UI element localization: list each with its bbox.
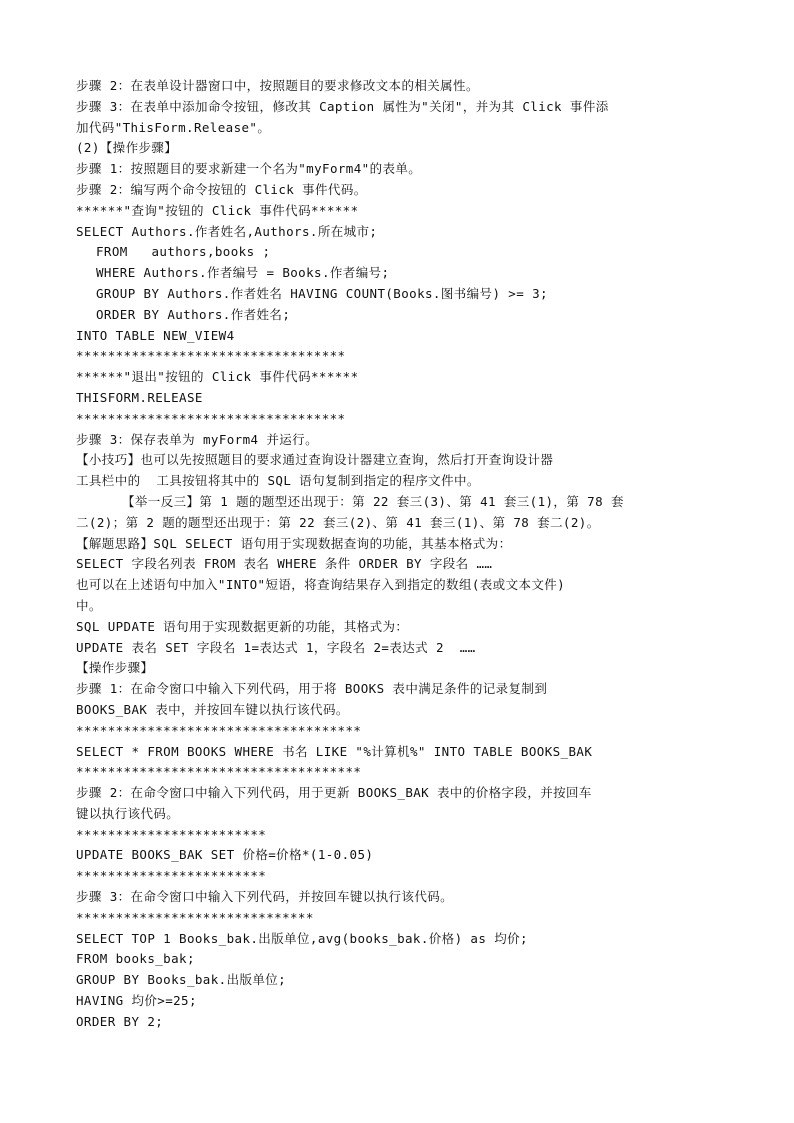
document-body <box>76 76 718 1033</box>
text-line: 步骤 3：保存表单为 myForm4 并运行。 <box>76 431 318 447</box>
code-separator: ****************************** <box>76 909 314 925</box>
text-line: SQL UPDATE 语句用于实现数据更新的功能，其格式为： <box>76 618 409 634</box>
code-comment: ******"退出"按钮的 Click 事件代码****** <box>76 369 359 385</box>
text-line: 步骤 3：在命令窗口中输入下列代码，并按回车键以执行该代码。 <box>76 889 454 905</box>
code-line: SELECT Authors.作者姓名,Authors.所在城市; <box>76 223 378 239</box>
analysis-heading-line: 【解题思路】SQL SELECT 语句用于实现数据查询的功能，其基本格式为： <box>76 535 512 551</box>
related-questions-line: 二(2)；第 2 题的题型还出现于：第 22 套三(2)、第 41 套三(1)、第 78 套二(2)。 <box>76 514 600 530</box>
code-line: WHERE Authors.作者编号 = Books.作者编号; <box>96 265 390 281</box>
code-separator: ********************************** <box>76 348 346 364</box>
text-line: 也可以在上述语句中加入"INTO"短语，将查询结果存入到指定的数组(表或文本文件) <box>76 577 566 593</box>
code-line: HAVING 均价>=25; <box>76 993 197 1009</box>
code-separator: ************************ <box>76 868 267 884</box>
text-line: 步骤 3：在表单中添加命令按钮，修改其 Caption 属性为"关闭"，并为其 Click 事件添 <box>76 98 609 114</box>
section-heading: 【操作步骤】 <box>76 660 154 676</box>
code-line: INTO TABLE NEW_VIEW4 <box>76 327 235 343</box>
text-line: 步骤 2：在命令窗口中输入下列代码，用于更新 BOOKS_BAK 表中的价格字段，并按回车 <box>76 785 592 801</box>
code-comment: ******"查询"按钮的 Click 事件代码****** <box>76 202 359 218</box>
text-line: 步骤 2：编写两个命令按钮的 Click 事件代码。 <box>76 181 367 197</box>
code-separator: ********************************** <box>76 410 346 426</box>
syntax-line: SELECT 字段名列表 FROM 表名 WHERE 条件 ORDER BY 字段名 …… <box>76 556 493 572</box>
code-separator: ************************************ <box>76 722 362 738</box>
text-line: 中。 <box>76 597 102 613</box>
section-heading: (2)【操作步骤】 <box>76 140 178 156</box>
text-line: 键以执行该代码。 <box>76 805 180 821</box>
text-line: 加代码"ThisForm.Release"。 <box>76 119 271 135</box>
code-line: ORDER BY 2; <box>76 1013 164 1029</box>
code-line: SELECT TOP 1 Books_bak.出版单位,avg(books_bak.价格) as 均价; <box>76 930 528 946</box>
tip-line: 【小技巧】也可以先按照题目的要求通过查询设计器建立查询，然后打开查询设计器 <box>76 452 554 468</box>
tip-line: 工具栏中的 工具按钮将其中的 SQL 语句复制到指定的程序文件中。 <box>76 473 480 489</box>
syntax-line: UPDATE 表名 SET 字段名 1=表达式 1，字段名 2=表达式 2 …… <box>76 639 476 655</box>
code-line: UPDATE BOOKS_BAK SET 价格=价格*(1-0.05) <box>76 847 374 863</box>
code-line: GROUP BY Books_bak.出版单位; <box>76 972 287 988</box>
code-separator: ************************ <box>76 826 267 842</box>
code-line: SELECT * FROM BOOKS WHERE 书名 LIKE "%计算机%" INTO TABLE BOOKS_BAK <box>76 743 593 759</box>
text-line: 步骤 1：按照题目的要求新建一个名为"myForm4"的表单。 <box>76 161 422 177</box>
text-line: BOOKS_BAK 表中，并按回车键以执行该代码。 <box>76 701 349 717</box>
code-line: THISFORM.RELEASE <box>76 389 203 405</box>
code-line: FROM authors,books ; <box>96 244 271 260</box>
text-line: 步骤 2：在表单设计器窗口中，按照题目的要求修改文本的相关属性。 <box>76 78 479 93</box>
text-line: 步骤 1：在命令窗口中输入下列代码，用于将 BOOKS 表中满足条件的记录复制到 <box>76 681 548 697</box>
code-line: FROM books_bak; <box>76 951 195 967</box>
related-questions-line: 【举一反三】第 1 题的题型还出现于：第 22 套三(3)、第 41 套三(1)，第 78 套 <box>122 493 624 509</box>
code-line: GROUP BY Authors.作者姓名 HAVING COUNT(Books.图书编号) >= 3; <box>96 285 548 301</box>
code-line: ORDER BY Authors.作者姓名; <box>96 306 291 322</box>
code-separator: ************************************ <box>76 764 362 780</box>
